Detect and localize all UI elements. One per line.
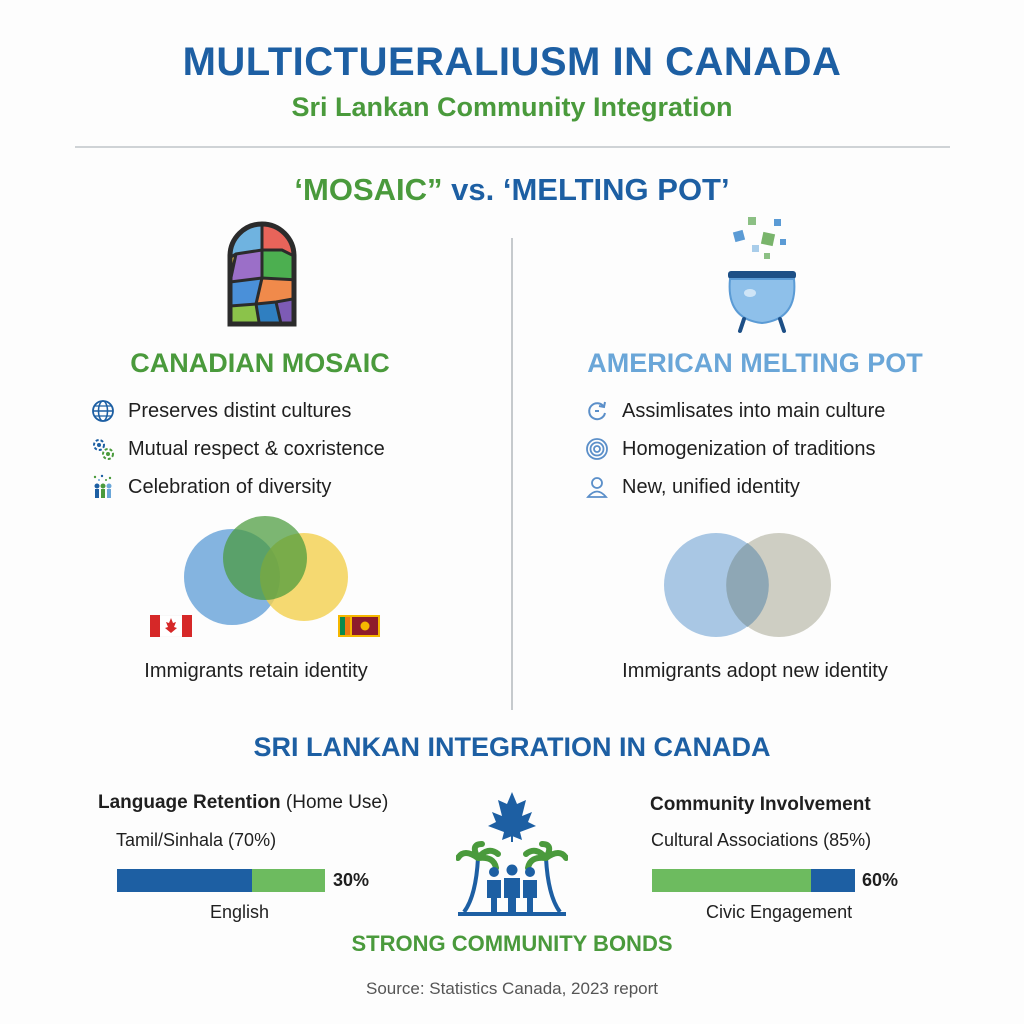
canada-flag-icon: [150, 615, 192, 637]
american-melting-pot-title: AMERICAN MELTING POT: [587, 348, 923, 378]
community-maple-palm-icon: [456, 786, 568, 918]
mosaic-caption: Immigrants retain identity: [144, 660, 368, 682]
comparison-vs: vs.: [442, 172, 503, 207]
comparison-open-quote-left: ‘: [294, 172, 304, 207]
mosaic-feature-list: [90, 396, 385, 502]
language-bar: [117, 869, 325, 892]
english-label: English: [210, 902, 270, 922]
melting-pot-caption: Immigrants adopt new identity: [622, 660, 888, 682]
melting-feature: [584, 434, 885, 464]
melting-feature-text: Assimlisates into main culture: [622, 399, 886, 422]
community-bar: [652, 869, 855, 892]
comparison-heading: [0, 172, 1024, 208]
community-bar-primary-fill: [652, 869, 811, 892]
canadian-mosaic-title: CANADIAN MOSAIC: [130, 348, 390, 378]
page-subtitle: Sri Lankan Community Integration: [291, 92, 733, 122]
community-involvement-label: Community Involvement: [650, 794, 871, 815]
mosaic-feature-text: Mutual respect & coxristence: [128, 437, 385, 460]
melting-feature: [584, 396, 885, 426]
source-citation: Source: Statistics Canada, 2023 report: [366, 979, 658, 998]
vertical-divider: [511, 238, 513, 710]
civic-engagement-label: Civic Engagement: [706, 902, 853, 922]
melting-feature-text: New, unified identity: [622, 475, 800, 498]
mosaic-feature: [90, 396, 385, 426]
melting-pot-venn-diagram: [660, 530, 835, 642]
mosaic-venn-diagram: [170, 515, 360, 625]
comparison-open-quote-right: ‘: [502, 172, 512, 207]
gears-icon: [90, 436, 116, 462]
sri-lanka-flag-icon: [338, 615, 380, 637]
language-retention-label-bold: Language Retention: [98, 792, 281, 813]
tamil-sinhala-label: Tamil/Sinhala (70%): [116, 830, 277, 850]
spiral-icon: [584, 436, 610, 462]
integration-heading: SRI LANKAN INTEGRATION IN CANADA: [253, 732, 771, 762]
community-bonds-banner: STRONG COMMUNITY BONDS: [351, 931, 673, 956]
page-title: MULTICTUERALIUSM IN CANADA: [182, 40, 842, 84]
mosaic-feature: [90, 472, 385, 502]
stained-glass-window-icon: [226, 220, 298, 328]
comparison-melting-word: MELTING POT’: [511, 172, 730, 207]
english-percent: 30%: [333, 870, 370, 890]
people-celebration-icon: [90, 474, 116, 500]
mosaic-feature-text: Preserves distint cultures: [128, 399, 352, 422]
melting-pot-icon: [722, 215, 802, 335]
refresh-icon: [584, 398, 610, 424]
mosaic-feature-text: Celebration of diversity: [128, 475, 332, 498]
language-retention-label-normal: (Home Use): [280, 792, 389, 813]
cultural-associations-label: Cultural Associations (85%): [651, 830, 872, 850]
person-icon: [584, 474, 610, 500]
melting-feature: [584, 472, 885, 502]
mosaic-feature: [90, 434, 385, 464]
melting-feature-list: [584, 396, 885, 502]
comparison-mosaic-word: MOSAIC”: [303, 172, 443, 207]
language-bar-primary-fill: [117, 869, 252, 892]
header-divider: [75, 146, 950, 148]
melting-feature-text: Homogenization of traditions: [622, 437, 876, 460]
language-retention-label: [98, 792, 388, 814]
civic-engagement-percent: 60%: [862, 870, 899, 890]
globe-icon: [90, 398, 116, 424]
